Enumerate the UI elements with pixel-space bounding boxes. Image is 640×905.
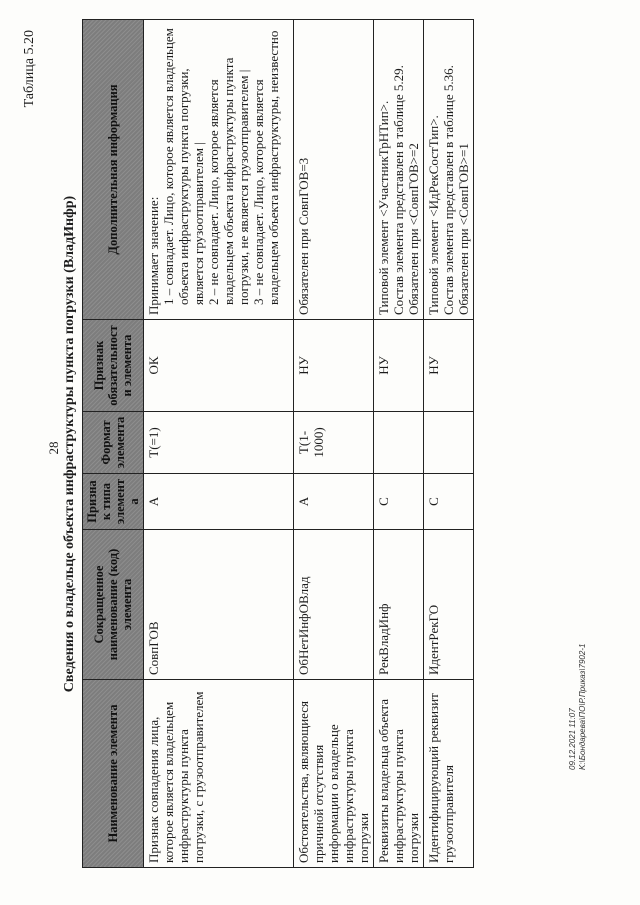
info-line: Принимает значение: bbox=[146, 196, 161, 315]
cell-type: А bbox=[294, 474, 374, 530]
cell-info bbox=[294, 20, 374, 320]
info-line: Состав элемента представлен в таблице 5.36. bbox=[441, 65, 456, 315]
cell-required: ОК bbox=[144, 320, 294, 412]
cell-required: НУ bbox=[374, 320, 424, 412]
cell-info bbox=[144, 20, 294, 320]
rotated-table-block bbox=[16, 20, 576, 868]
cell-required: НУ bbox=[424, 320, 474, 412]
info-line: Состав элемента представлен в таблице 5.29. bbox=[391, 65, 406, 315]
cell-type: С bbox=[374, 474, 424, 530]
cell-short: ИдентРекГО bbox=[424, 530, 474, 680]
cell-format: Т(=1) bbox=[144, 412, 294, 474]
table-label: Таблица 5.20 bbox=[22, 30, 37, 108]
cell-type: А bbox=[144, 474, 294, 530]
info-line: Обязателен при <СовпГОВ>=2 bbox=[406, 143, 421, 315]
cell-info bbox=[424, 20, 474, 320]
table-row bbox=[294, 20, 374, 868]
header-required: Признак обязательности элемента bbox=[83, 320, 144, 412]
info-line: Обязателен при СовпГОВ=3 bbox=[296, 157, 311, 315]
header-name: Наименование элемента bbox=[83, 680, 144, 868]
table-header-row bbox=[83, 20, 144, 868]
table-row bbox=[144, 20, 294, 868]
header-format: Формат элемента bbox=[83, 412, 144, 474]
header-info: Дополнительная информация bbox=[83, 20, 144, 320]
footer-timestamp: 09.12.2021 11:07 bbox=[568, 708, 577, 770]
info-line: 3 – не совпадает. Лицо, которое является владельцем объекта инфраструктуры, неизвестно bbox=[251, 30, 281, 305]
info-line: 1 – совпадает. Лицо, которое является владельцем объекта инфраструктуры пункта погрузки, является грузоотправителем | bbox=[161, 28, 206, 305]
info-line: Обязателен при <СовпГОВ>=1 bbox=[456, 143, 471, 315]
info-line: Типовой элемент <ИдРекСостТип>. bbox=[426, 115, 441, 315]
info-line: 2 – не совпадает. Лицо, которое является владельцем объекта инфраструктуры пункта погрузки, не является грузоотправителем | bbox=[206, 57, 251, 305]
cell-name: Реквизиты владельца объекта инфраструктуры пункта погрузки bbox=[374, 680, 424, 868]
table-caption: Сведения о владельце объекта инфраструктуры пункта погрузки (ВладИнфр) bbox=[62, 195, 77, 693]
cell-name: Обстоятельства, являющиеся причиной отсутствия информации о владельце инфраструктуры пункта погрузки bbox=[294, 680, 374, 868]
cell-info bbox=[374, 20, 424, 320]
cell-short: СовпГОВ bbox=[144, 530, 294, 680]
cell-name: Признак совпадения лица, которое является владельцем инфраструктуры пункта погрузки, с грузоотправителем bbox=[144, 680, 294, 868]
header-type: Признак типа элемента bbox=[83, 474, 144, 530]
table-row bbox=[374, 20, 424, 868]
cell-short: РекВладИнф bbox=[374, 530, 424, 680]
info-line: Типовой элемент <УчастникТрНТип>. bbox=[376, 100, 391, 315]
cell-short: ОбНетИнфОВлад bbox=[294, 530, 374, 680]
cell-type: С bbox=[424, 474, 474, 530]
table-row bbox=[424, 20, 474, 868]
cell-format bbox=[424, 412, 474, 474]
elements-table bbox=[82, 19, 474, 868]
cell-format: Т(1-1000) bbox=[294, 412, 374, 474]
footer-path: K:\Бондарева\ПО\Р.Приказ\7902-1 bbox=[578, 643, 587, 770]
page-number: 28 bbox=[46, 441, 61, 455]
cell-format bbox=[374, 412, 424, 474]
cell-name: Идентифицирующий реквизит грузоотправителя bbox=[424, 680, 474, 868]
header-short: Сокращенное наименование (код) элемента bbox=[83, 530, 144, 680]
cell-required: НУ bbox=[294, 320, 374, 412]
